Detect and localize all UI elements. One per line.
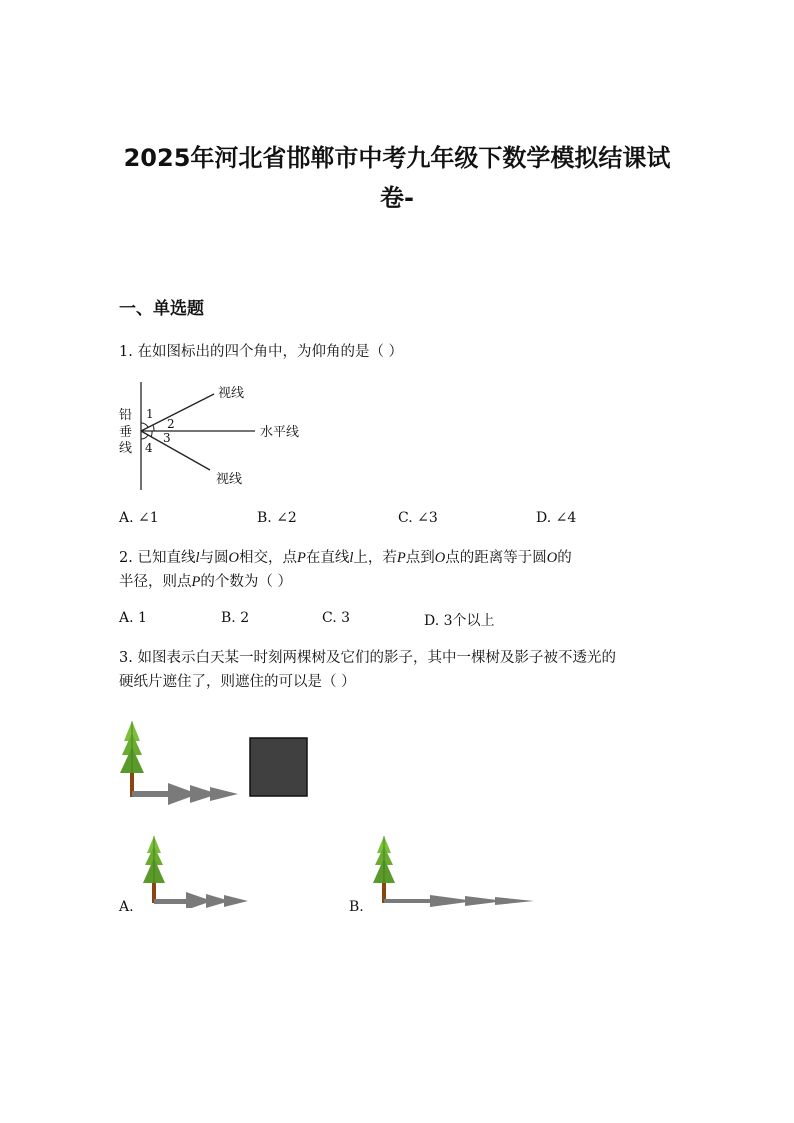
sight-line-bottom-label: 视线 xyxy=(216,472,243,487)
q3-option-b-figure[interactable] xyxy=(370,833,540,908)
tree-icon xyxy=(143,836,165,903)
title-line-1: 2025年河北省邯郸市中考九年级下数学模拟结课试 xyxy=(123,144,671,172)
question-3-stem-line-2: 硬纸片遮住了，则遮住的可以是（ ） xyxy=(119,674,356,690)
tree-icon xyxy=(120,721,144,797)
horizontal-line-label: 水平线 xyxy=(260,425,300,440)
opaque-card xyxy=(250,738,307,796)
angle-arc-4 xyxy=(141,435,148,439)
shadow-arrow-icon xyxy=(132,783,238,805)
angle-arc-3 xyxy=(151,431,152,437)
q3-option-b[interactable]: B. xyxy=(349,899,364,915)
q1-option-b[interactable]: B. ∠2 xyxy=(257,510,297,526)
q1-option-c[interactable]: C. ∠3 xyxy=(398,510,438,526)
angle-label-4: 4 xyxy=(145,441,153,455)
plumb-label-char-1: 铅 xyxy=(119,408,133,423)
document-title xyxy=(100,138,694,218)
question-1-angle-figure xyxy=(110,378,330,493)
q2-option-c[interactable]: C. 3 xyxy=(322,610,351,626)
plumb-label-char-2: 垂 xyxy=(119,425,133,440)
question-2-stem-line-2: 半径，则点P的个数为（ ） xyxy=(119,574,292,590)
angle-label-3: 3 xyxy=(163,431,171,445)
section-heading: 一、单选题 xyxy=(119,299,204,319)
question-3-stem-line-1: 3. 如图表示白天某一时刻两棵树及它们的影子，其中一棵树及影子被不透光的 xyxy=(119,650,616,666)
question-3-main-figure xyxy=(110,715,315,810)
shadow-arrow-icon xyxy=(154,892,248,908)
plumb-label-char-3: 线 xyxy=(119,441,133,456)
angle-label-1: 1 xyxy=(146,407,154,421)
q3-option-a[interactable]: A. xyxy=(119,899,134,915)
tree-icon xyxy=(373,836,395,903)
question-1-stem: 1. 在如图标出的四个角中，为仰角的是（ ） xyxy=(119,344,404,360)
q2-option-b[interactable]: B. 2 xyxy=(221,610,250,626)
title-line-2: 卷- xyxy=(380,184,414,212)
angle-arc-2 xyxy=(153,425,154,431)
q2-option-a[interactable]: A. 1 xyxy=(119,610,147,626)
question-2-stem-line-1: 2. 已知直线l与圆O相交，点P在直线l上，若P点到O点的距离等于圆O的 xyxy=(119,550,572,566)
long-shadow-arrow-icon xyxy=(384,895,534,907)
angle-label-2: 2 xyxy=(167,417,175,431)
q1-option-a[interactable]: A. ∠1 xyxy=(119,510,159,526)
q1-option-d[interactable]: D. ∠4 xyxy=(536,510,577,526)
q3-option-a-figure[interactable] xyxy=(140,833,255,908)
angle-arc-1 xyxy=(141,423,148,427)
q2-option-d[interactable]: D. 3个以上 xyxy=(424,613,495,629)
sight-line-top-label: 视线 xyxy=(218,386,245,401)
